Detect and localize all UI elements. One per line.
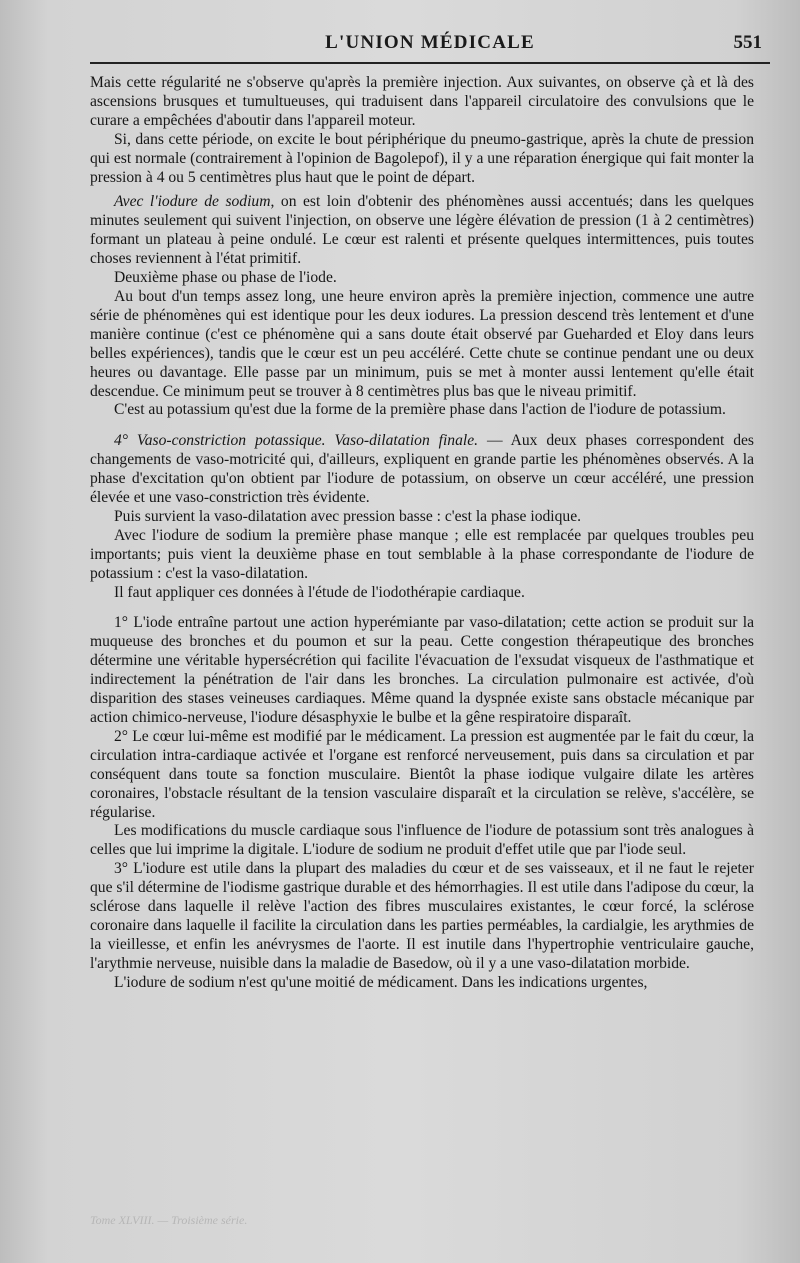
paragraph — [90, 193, 754, 269]
italic-lead: 4° Vaso-constriction potassique. Vaso-dilatation finale. — [114, 432, 479, 450]
paragraph: L'iodure de sodium n'est qu'une moitié de médicament. Dans les indications urgentes, — [114, 973, 648, 991]
page-number: 551 — [733, 32, 762, 53]
header-rule — [90, 62, 770, 64]
paragraph: Il faut appliquer ces données à l'étude de l'iodothérapie cardiaque. — [114, 583, 525, 601]
paragraph-text: , on est loin d'obtenir des phénomènes aussi accentués; dans les quelques minutes seulement qui suivent l'injection, on observe une légère élévation de pression (1 à 2 centimètres) formant un plateau à peine ondulé. Le cœur est ralenti et présente quelques intermittences, puis toutes choses reviennent à l'état primitif. — [90, 193, 755, 268]
page-header — [90, 26, 770, 66]
paragraph — [90, 432, 754, 508]
paragraph: Au bout d'un temps assez long, une heure environ après la première injection, commence une autre série de phénomènes qui est identique pour les deux iodures. La pression descend très lentement et d'une manière continue (c'est ce phénomène qui a sans doute était observé par Gueharded et Eloy dans leurs belles expériences), tandis que le cœur est un peu accéléré. Cette chute se continue pendant une ou deux heures ou davantage. Elle passe par un minimum, puis se met à monter aussi lentement qu'elle était descendue. Ce minimum peut se trouver à 8 centimètres plus bas que le niveau primitif. — [90, 287, 754, 400]
paragraph: Puis survient la vaso-dilatation avec pression basse : c'est la phase iodique. — [114, 507, 582, 525]
paragraph: C'est au potassium qu'est due la forme de la première phase dans l'action de l'iodure de potassium. — [114, 401, 726, 419]
paragraph: 2° Le cœur lui-même est modifié par le médicament. La pression est augmentée par le fait du cœur, la circulation intra-cardiaque activée et l'organe est renforcé nerveusement, puis dans sa circulation et par conséquent dans toute sa fonction musculaire. Bientôt la phase iodique vulgaire dilate les artères coronaires, l'obstacle résultant de la tension vasculaire disparaît et la circulation se relève, s'accélère, se régularise. — [90, 727, 754, 821]
body-text — [90, 74, 754, 993]
paragraph: Si, dans cette période, on excite le bout périphérique du pneumo-gastrique, après la chute de pression qui est normale (contrairement à l'opinion de Bagolepof), il y a une réparation énergique qui fait monter la pression à 4 ou 5 centimètres plus haut que le point de départ. — [90, 130, 754, 186]
running-title: L'UNION MÉDICALE — [325, 32, 535, 53]
page-footer: Tome XLVIII. — Troisième série. — [90, 1213, 248, 1227]
italic-lead: Avec l'iodure de sodium — [114, 193, 271, 211]
paragraph: 1° L'iode entraîne partout une action hyperémiante par vaso-dilatation; cette action se produit sur la muqueuse des bronches et du poumon et sur la peau. Cette congestion thérapeutique des bronches détermine une véritable hypersécrétion qui facilite l'évacuation de l'exsudat visqueux de l'asthmatique et indirectement la pénétration de l'air dans les bronches. La circulation pulmonaire est activée, d'où disparition des stases veineuses cardiaques. Même quand la dyspnée existe sans obstacle mécanique par action chimico-nerveuse, l'iodure désasphyxie le bulbe et la gêne respiratoire disparaît. — [90, 614, 754, 726]
paragraph-text: — Aux deux phases correspondent des changements de vaso-motricité qui, d'ailleurs, expliquent en grande partie les phénomènes observés. A la phase d'excitation qu'on obtient par l'iodure de potassium, on observe un cœur accéléré, une pression élevée et une vaso-constriction très évidente. — [90, 432, 754, 507]
section-heading: Deuxième phase ou phase de l'iode. — [114, 269, 337, 287]
paragraph: Les modifications du muscle cardiaque sous l'influence de l'iodure de potassium sont très analogues à celles que lui imprime la digitale. L'iodure de sodium ne produit d'effet utile que par l'iode seul. — [90, 822, 754, 859]
paragraph: Mais cette régularité ne s'observe qu'après la première injection. Aux suivantes, on observe çà et là des ascensions brusques et tumultueuses, qui traduisent dans l'appareil circulatoire des convulsions que le curare a empêchées d'aboutir dans l'appareil moteur. — [90, 74, 754, 129]
paragraph: Avec l'iodure de sodium la première phase manque ; elle est remplacée par quelques troubles peu importants; puis vient la deuxième phase en tout semblable à la phase correspondante de l'iodure de potassium : c'est la vaso-dilatation. — [90, 526, 754, 582]
paragraph: 3° L'iodure est utile dans la plupart des maladies du cœur et de ses vaisseaux, et il ne faut le rejeter que s'il détermine de l'iodisme gastrique durable et des hémorrhagies. Il est utile dans l'adipose du cœur, la sclérose dans laquelle il relève l'action des fibres musculaires existantes, le cœur forcé, la sclérose coronaire dans laquelle il facilite la circulation dans les parties perméables, la cardialgie, les arythmies de la vieillesse, et enfin les anévrysmes de l'aorte. Il est inutile dans l'hypertrophie ventriculaire gauche, l'arythmie nerveuse, nuisible dans la maladie de Basedow, où il y a une vaso-dilatation morbide. — [90, 860, 754, 972]
